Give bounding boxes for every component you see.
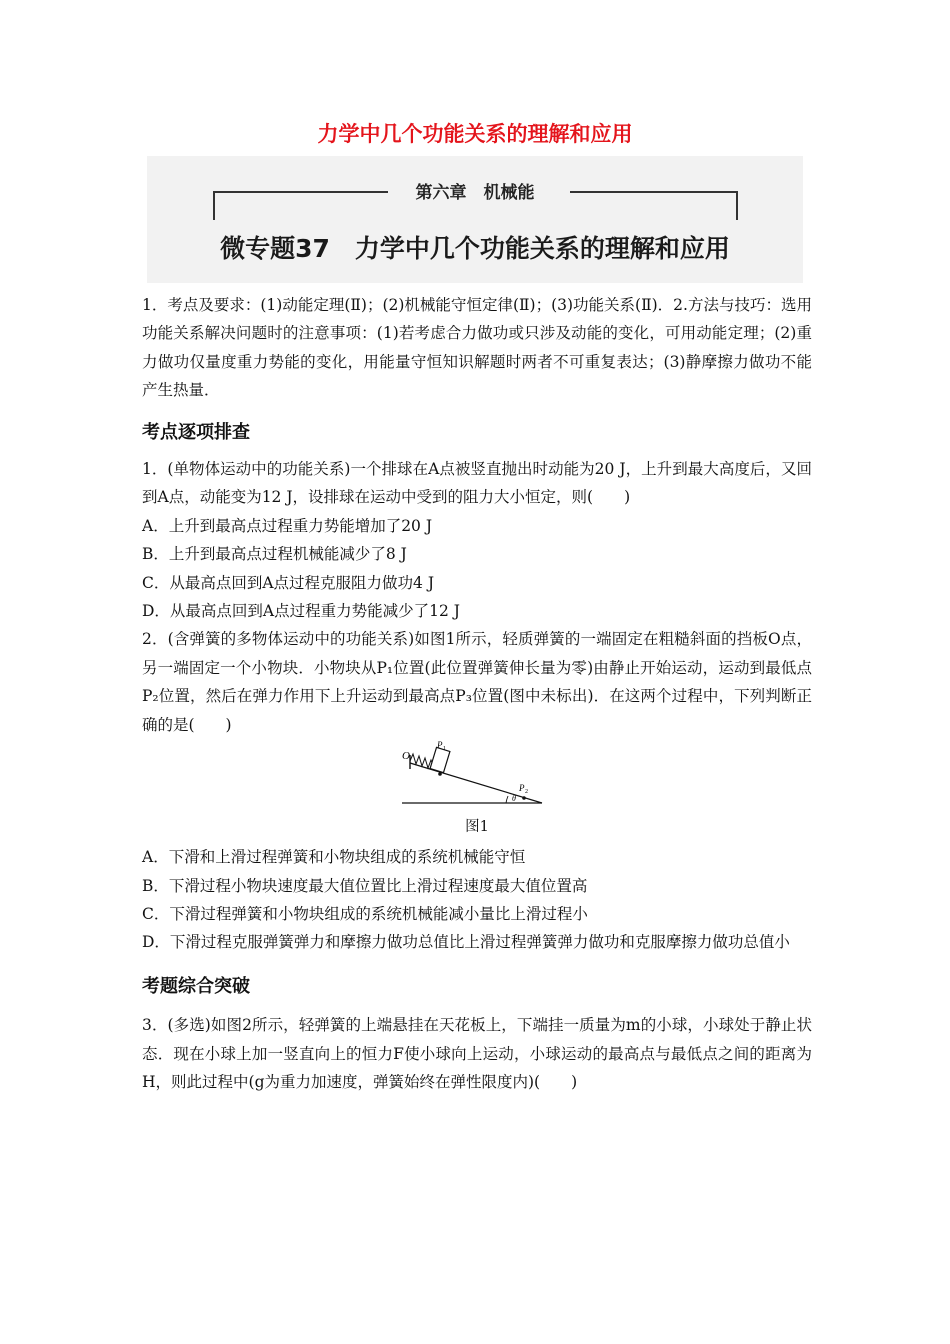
label-p2-sub: 2 bbox=[525, 789, 528, 796]
question-1-option-c: C．从最高点回到A点过程克服阻力做功4 J bbox=[142, 573, 435, 592]
question-2-option-c: C．下滑过程弹簧和小物块组成的系统机械能减小量比上滑过程小 bbox=[142, 904, 588, 923]
incline-spring-diagram bbox=[402, 741, 552, 817]
question-1-option-d: D．从最高点回到A点过程重力势能减少了12 J bbox=[142, 602, 460, 621]
question-3-stem: 3．(多选)如图2所示，轻弹簧的上端悬挂在天花板上，下端挂一质量为m的小球，小球处于静止状态．现在小球上加一竖直向上的恒力F使小球向上运动，小球运动的最高点与最低点之间的距离为H，则此过程中(g为重力加速度，弹簧始终在弹性限度内)( ) bbox=[142, 1016, 812, 1091]
figure-1-caption: 图1 bbox=[465, 819, 489, 836]
question-2-option-a: A．下滑和上滑过程弹簧和小物块组成的系统机械能守恒 bbox=[142, 848, 526, 867]
label-p2: P bbox=[519, 783, 525, 794]
block-point bbox=[438, 772, 442, 776]
p2-point bbox=[522, 796, 526, 800]
section-heading-comprehensive: 考题综合突破 bbox=[142, 975, 250, 997]
question-2-option-d: D．下滑过程克服弹簧弹力和摩擦力做功总值比上滑过程弹簧弹力做功和克服摩擦力做功总值小 bbox=[142, 933, 790, 952]
intro-paragraph: 1．考点及要求：(1)动能定理(Ⅱ)；(2)机械能守恒定律(Ⅱ)；(3)功能关系(Ⅱ)．2.方法与技巧：选用功能关系解决问题时的注意事项：(1)若考虑合力做功或只涉及动能的变化，可用动能定理；(2)重力做功仅量度重力势能的变化，用能量守恒知识解题时两者不可重复表达；(3)静摩擦力做功不能产生热量． bbox=[142, 296, 812, 400]
section-heading-review: 考点逐项排查 bbox=[142, 421, 250, 443]
spring-coil bbox=[410, 754, 433, 768]
question-1-stem: 1．(单物体运动中的功能关系)一个排球在A点被竖直抛出时动能为20 J，上升到最大高度后，又回到A点，动能变为12 J，设排球在运动中受到的阻力大小恒定，则( ) bbox=[142, 460, 812, 507]
figure-1 bbox=[142, 741, 812, 843]
label-theta: θ bbox=[512, 794, 516, 804]
document-title: 力学中几个功能关系的理解和应用 bbox=[317, 122, 633, 146]
label-p1: P bbox=[437, 741, 443, 751]
question-1-option-a: A．上升到最高点过程重力势能增加了20 J bbox=[142, 516, 433, 535]
document-body bbox=[142, 291, 812, 1096]
question-1-option-b: B．上升到最高点过程机械能减少了8 J bbox=[142, 545, 407, 564]
block bbox=[430, 748, 450, 773]
label-o: O bbox=[402, 750, 410, 763]
chapter-heading: 第六章 机械能 bbox=[415, 183, 535, 203]
question-2-option-b: B．下滑过程小物块速度最大值位置比上滑过程速度最大值位置高 bbox=[142, 876, 588, 895]
question-2-stem: 2．(含弹簧的多物体运动中的功能关系)如图1所示，轻质弹簧的一端固定在粗糙斜面的挡板O点，另一端固定一个小物块．小物块从P₁位置(此位置弹簧伸长量为零)由静止开始运动，运动到最低点P₂位置，然后在弹力作用下上升运动到最高点P₃位置(图中未标出)．在这两个过程中，下列判断正确的是( ) bbox=[142, 630, 812, 734]
chapter-banner bbox=[147, 156, 803, 283]
angle-arc bbox=[506, 796, 508, 803]
topic-heading: 微专题37 力学中几个功能关系的理解和应用 bbox=[220, 234, 730, 263]
label-p1-sub: 1 bbox=[443, 746, 446, 753]
